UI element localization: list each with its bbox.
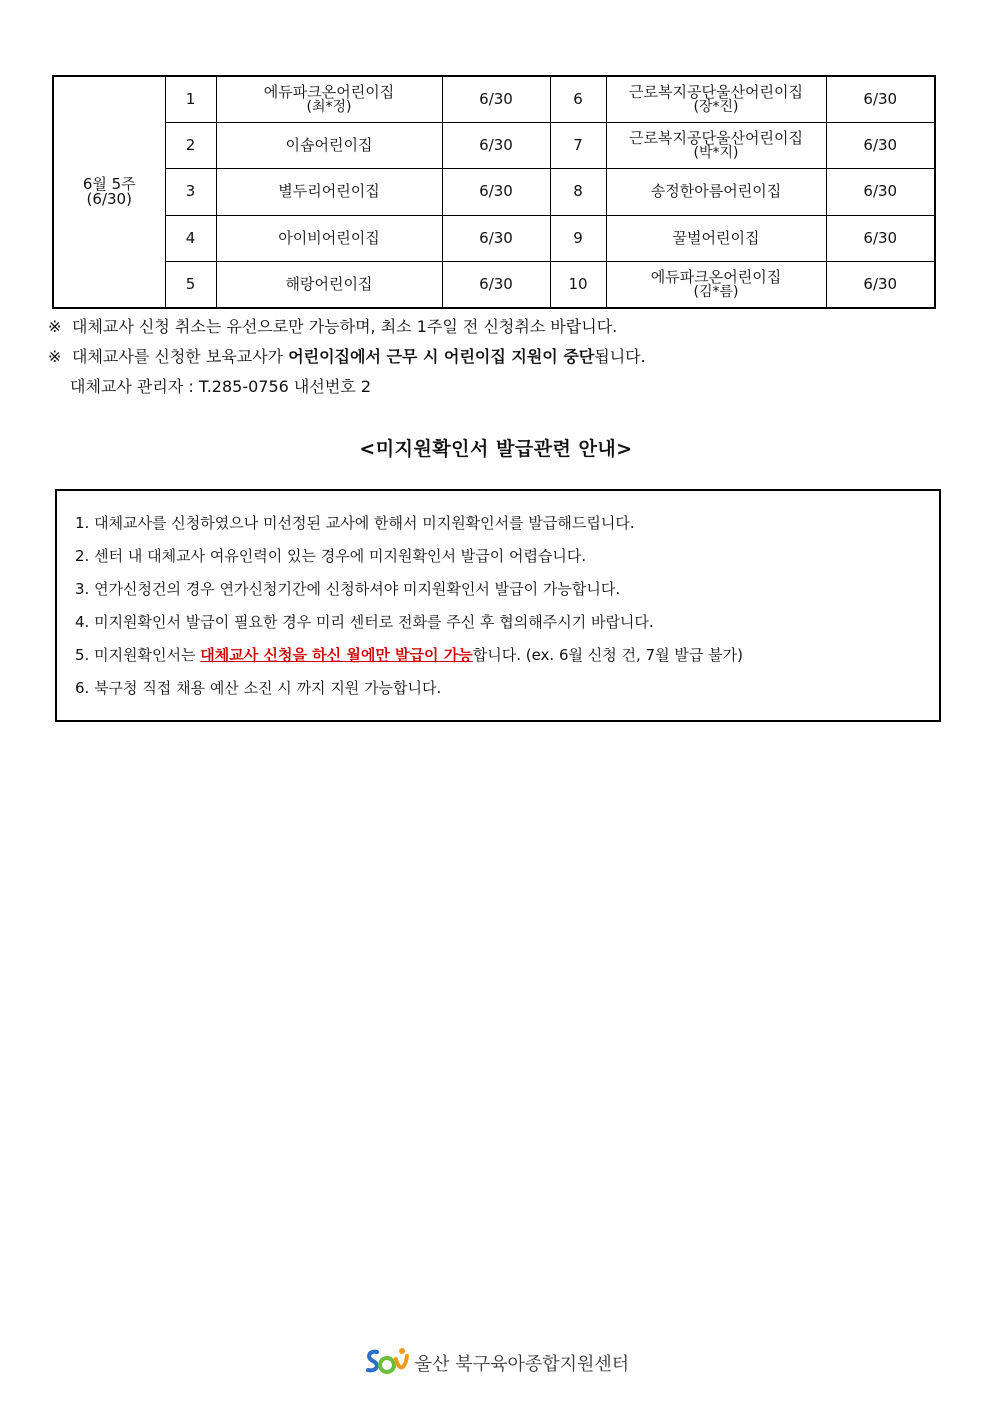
table-row: [53, 262, 935, 308]
daycare-name-cell: [606, 76, 826, 122]
date-cell: 6/30: [442, 262, 550, 308]
row-number: 9: [550, 215, 606, 261]
date-cell: 6/30: [826, 215, 935, 261]
row-number: 6: [550, 76, 606, 122]
week-label: 6월 5주: [82, 175, 136, 193]
row-number: 8: [550, 169, 606, 215]
table-row: [53, 122, 935, 168]
footer-org-name: 울산 북구육아종합지원센터: [414, 1354, 630, 1375]
daycare-name-cell: [216, 215, 442, 261]
note-text: 됩니다.: [594, 347, 646, 366]
note-suspension: [48, 342, 948, 372]
info-highlight: 대체교사 신청을 하신 월에만 발급이 가능: [200, 646, 473, 664]
daycare-name: 이솝어린이집: [285, 136, 373, 155]
note-emphasis: 어린이집에서 근무 시 어린이집 지원이 중단: [288, 347, 595, 366]
note-cancel: [48, 312, 948, 342]
info-text: 합니다. (ex. 6월 신청 건, 7월 발급 불가): [472, 646, 743, 664]
teacher-name: (김*름): [693, 284, 739, 301]
row-number: 4: [165, 215, 216, 261]
row-number: 5: [165, 262, 216, 308]
row-number: 3: [165, 169, 216, 215]
daycare-name: 꿀벌어린이집: [672, 228, 760, 247]
daycare-name-cell: [606, 122, 826, 168]
info-item: 6. 북구청 직접 채용 예산 소진 시 까지 지원 가능합니다.: [75, 679, 442, 697]
center-logo-icon: [363, 1346, 409, 1380]
daycare-name: 근로복지공단울산어린이집: [629, 129, 803, 148]
daycare-name-cell: [216, 169, 442, 215]
row-number: 10: [550, 262, 606, 308]
daycare-name-cell: [216, 262, 442, 308]
date-cell: 6/30: [442, 122, 550, 168]
row-number: 7: [550, 122, 606, 168]
info-item: 2. 센터 내 대체교사 여유인력이 있는 경우에 미지원확인서 발급이 어렵습니다.: [75, 547, 587, 565]
daycare-name: 에듀파크온어린이집: [650, 268, 782, 287]
daycare-name: 송정한아름어린이집: [650, 182, 782, 201]
daycare-name: 별두리어린이집: [278, 182, 380, 201]
info-box: [55, 489, 941, 722]
footer: [0, 1345, 992, 1381]
date-cell: 6/30: [826, 262, 935, 308]
date-cell: 6/30: [826, 122, 935, 168]
info-item: [75, 639, 921, 672]
row-number: 1: [165, 76, 216, 122]
week-date: (6/30): [86, 190, 132, 208]
daycare-name: 에듀파크온어린이집: [263, 82, 395, 101]
daycare-name-cell: [606, 169, 826, 215]
row-number: 2: [165, 122, 216, 168]
table-row: [53, 169, 935, 215]
daycare-name: 근로복지공단울산어린이집: [629, 82, 803, 101]
week-cell: [53, 76, 165, 308]
info-text: 5. 미지원확인서는: [75, 646, 201, 664]
note-text: 대체교사를 신청한 보육교사가: [72, 347, 289, 366]
date-cell: 6/30: [442, 215, 550, 261]
daycare-name: 아이비어린이집: [278, 228, 380, 247]
info-item: 4. 미지원확인서 발급이 필요한 경우 미리 센터로 전화를 주신 후 협의해주시기 바랍니다.: [75, 613, 654, 631]
table-row: [53, 215, 935, 261]
date-cell: 6/30: [826, 76, 935, 122]
note-text: 대체교사 신청 취소는 유선으로만 가능하며, 최소 1주일 전 신청취소 바랍니다.: [72, 317, 618, 336]
manager-contact: 대체교사 관리자 : T.285-0756 내선번호 2: [70, 377, 372, 396]
teacher-name: (박*지): [693, 145, 739, 162]
date-cell: 6/30: [442, 76, 550, 122]
daycare-name-cell: [606, 215, 826, 261]
reference-mark: ※: [48, 347, 62, 366]
date-cell: 6/30: [826, 169, 935, 215]
table-row: [53, 76, 935, 122]
section-title: <미지원확인서 발급관련 안내>: [359, 438, 633, 460]
daycare-name-cell: [606, 262, 826, 308]
info-item: 1. 대체교사를 신청하였으나 미선정된 교사에 한해서 미지원확인서를 발급해드립니다.: [75, 514, 635, 532]
daycare-name-cell: [216, 122, 442, 168]
info-item: 3. 연가신청건의 경우 연가신청기간에 신청하셔야 미지원확인서 발급이 가능합니다.: [75, 580, 621, 598]
date-cell: 6/30: [442, 169, 550, 215]
daycare-name: 해랑어린이집: [285, 275, 373, 294]
notes: [48, 312, 948, 402]
daycare-name-cell: [216, 76, 442, 122]
schedule-table: [52, 75, 936, 309]
reference-mark: ※: [48, 317, 62, 336]
teacher-name: (장*진): [693, 98, 739, 115]
teacher-name: (최*정): [306, 98, 352, 115]
